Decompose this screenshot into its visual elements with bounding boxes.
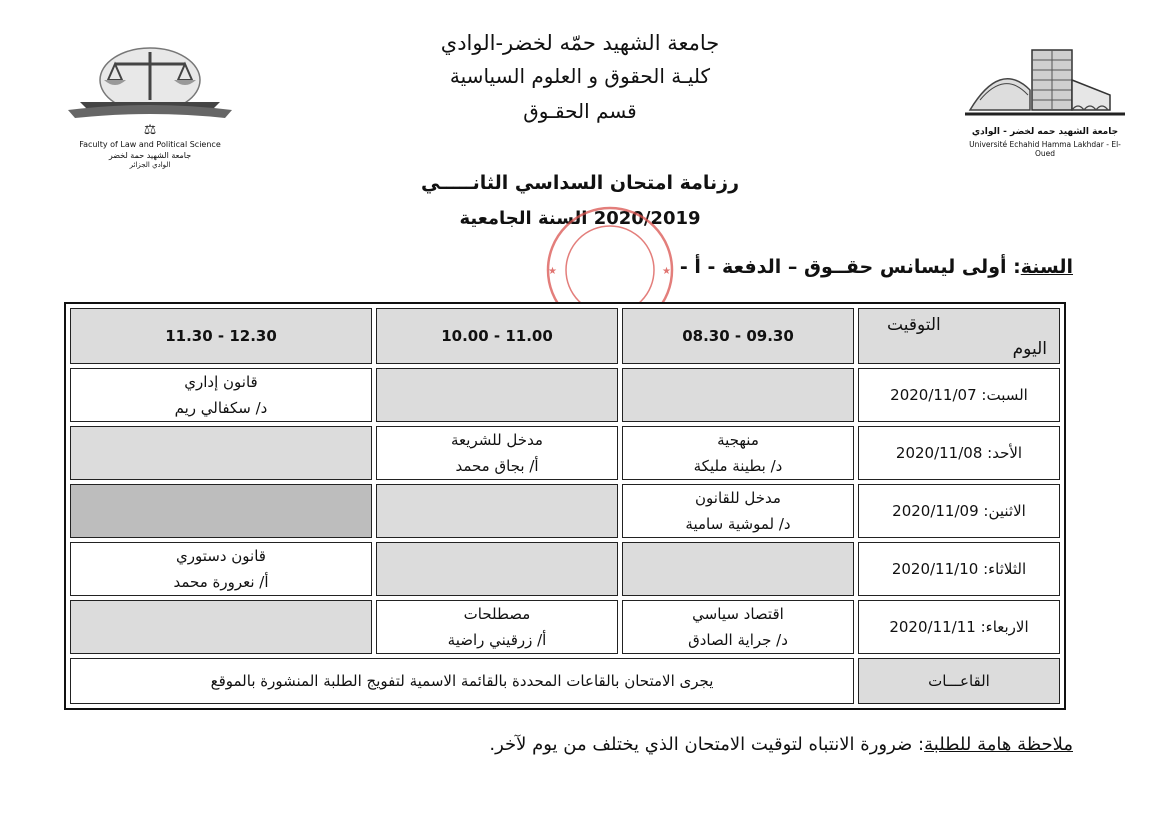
table-corner-cell	[858, 308, 1060, 364]
exam-slot-cell	[70, 542, 372, 596]
university-logo-caption-fr: Université Echahid Hamma Lakhdar - El-Oued	[969, 140, 1121, 158]
university-building-icon	[960, 40, 1130, 125]
day-date: 2020/11/09	[892, 502, 979, 520]
empty-slot-cell	[622, 368, 854, 422]
table-header-row	[70, 308, 1060, 364]
svg-text:★: ★	[662, 266, 671, 277]
exam-slot-cell	[376, 426, 618, 480]
day-date: 2020/11/11	[889, 618, 976, 636]
day-name: الثلاثاء:	[983, 560, 1027, 578]
halls-label: القاعـــات	[858, 658, 1060, 704]
subject-name: مصطلحات	[463, 605, 531, 623]
faculty-logo-caption-city: الوادي الجزائر	[129, 161, 171, 169]
day-name: السبت:	[981, 386, 1028, 404]
exam-schedule-table	[64, 302, 1066, 710]
exam-slot-cell	[70, 368, 372, 422]
corner-time-label: التوقيت	[887, 315, 941, 335]
document-header	[300, 28, 860, 128]
exam-calendar-title: رزنامة امتحان السداسي الثانـــــي	[420, 172, 740, 194]
faculty-logo	[60, 40, 240, 170]
subject-name: مدخل للشريعة	[451, 431, 543, 449]
corner-day-label: اليوم	[1012, 339, 1047, 359]
university-logo	[960, 40, 1130, 158]
empty-slot-cell	[70, 600, 372, 654]
exam-slot-cell	[376, 600, 618, 654]
day-name: الاثنين:	[983, 502, 1026, 520]
empty-slot-cell	[70, 426, 372, 480]
day-cell	[858, 542, 1060, 596]
day-name: الاربعاء:	[980, 618, 1029, 636]
scales-of-justice-icon	[60, 40, 240, 140]
day-date: 2020/11/07	[890, 386, 977, 404]
empty-slot-cell	[70, 484, 372, 538]
empty-slot-cell	[376, 484, 618, 538]
student-note	[489, 734, 1073, 755]
day-cell	[858, 426, 1060, 480]
teacher-name: د/ سكفالي ريم	[174, 399, 268, 417]
halls-text: يجرى الامتحان بالقاعات المحددة بالقائمة الاسمية لتفويج الطلبة المنشورة بالموقع	[70, 658, 854, 704]
academic-year-label: السنة الجامعية	[459, 208, 588, 229]
halls-row	[70, 658, 1060, 704]
subject-name: مدخل للقانون	[695, 489, 781, 507]
table-row	[70, 426, 1060, 480]
svg-text:⚖: ⚖	[143, 122, 157, 138]
table-row	[70, 600, 1060, 654]
day-date: 2020/11/10	[891, 560, 979, 578]
day-cell	[858, 484, 1060, 538]
empty-slot-cell	[376, 542, 618, 596]
exam-slot-cell	[622, 426, 854, 480]
student-note-label: ملاحظة هامة للطلبة	[924, 734, 1073, 755]
student-note-text: : ضرورة الانتباه لتوقيت الامتحان الذي يختلف من يوم لآخر.	[489, 734, 925, 755]
university-logo-caption-ar: جامعة الشهيد حمه لخضر - الوادي	[971, 127, 1119, 137]
teacher-name: د/ لموشية سامية	[685, 515, 791, 533]
teacher-name: د/ جراية الصادق	[688, 631, 788, 649]
class-level-label: السنة	[1020, 256, 1073, 278]
subject-name: منهجية	[717, 431, 759, 449]
day-name: الأحد:	[987, 444, 1023, 462]
class-level-value: : أولى ليسانس حقــوق – الدفعة - أ -	[679, 256, 1021, 278]
time-slot-header: 09.30 - 08.30	[622, 308, 854, 364]
faculty-name: كليـة الحقوق و العلوم السياسية	[449, 64, 711, 88]
teacher-name: أ/ بجاق محمد	[455, 457, 539, 475]
teacher-name: د/ بطينة مليكة	[693, 457, 783, 475]
table-row	[70, 484, 1060, 538]
empty-slot-cell	[622, 542, 854, 596]
day-date: 2020/11/08	[895, 444, 983, 462]
time-slot-header: 12.30 - 11.30	[70, 308, 372, 364]
subject-name: قانون دستوري	[176, 547, 266, 565]
table-row	[70, 368, 1060, 422]
subject-name: قانون إداري	[184, 373, 258, 391]
faculty-logo-caption-en: Faculty of Law and Political Science	[79, 140, 221, 149]
teacher-name: أ/ نعرورة محمد	[173, 573, 269, 591]
university-name: جامعة الشهيد حمّه لخضر-الوادي	[440, 31, 720, 55]
teacher-name: أ/ زرقيني راضية	[447, 631, 547, 649]
time-slot-header: 11.00 - 10.00	[376, 308, 618, 364]
day-cell	[858, 600, 1060, 654]
day-cell	[858, 368, 1060, 422]
table-row	[70, 542, 1060, 596]
faculty-logo-caption-ar: جامعة الشهيد حمة لخضر	[108, 151, 192, 160]
exam-slot-cell	[622, 600, 854, 654]
class-level	[680, 256, 1073, 278]
subject-name: اقتصاد سياسي	[692, 605, 784, 623]
empty-slot-cell	[376, 368, 618, 422]
department-name: قسم الحقـوق	[523, 99, 637, 123]
svg-text:★: ★	[548, 266, 557, 277]
exam-slot-cell	[622, 484, 854, 538]
academic-year-value: 2020/2019	[593, 208, 701, 229]
